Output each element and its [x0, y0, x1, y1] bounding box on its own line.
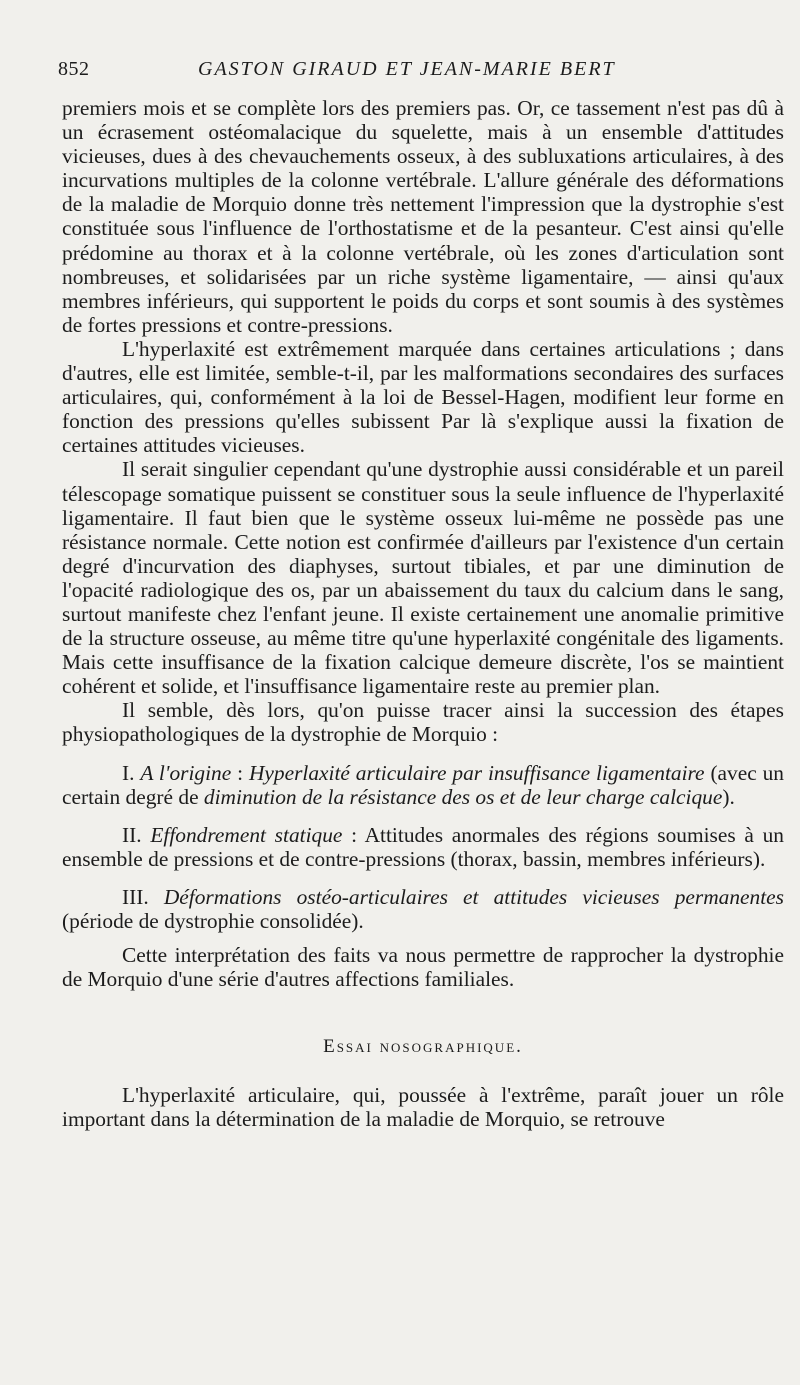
list-text: (période de dystrophie consolidée). — [62, 909, 364, 933]
list-tail: diminution de la résistance des os et de leur charge calcique — [203, 784, 723, 809]
section-heading: Essai nosographique. — [323, 1036, 523, 1058]
page-number: 852 — [58, 58, 90, 80]
list-number: II. — [122, 822, 142, 847]
list-item-2 — [62, 823, 784, 871]
list-item-3 — [62, 885, 784, 933]
paragraph-1: premiers mois et se complète lors des premiers pas. Or, ce tassement n'est pas dû à un écrasement ostéomalacique du squelette, mais à un ensemble d'attitudes vicieuses, dues à des chevauchements osseux, à des subluxations articulaires, à des incurvations multiples de la colonne vertébrale. L'allure générale des déformations de la maladie de Morquio donne très nettement l'impression que la dystrophie s'est constituée sous l'influence de l'orthostatisme et de la pesanteur. C'est ainsi qu'elle prédomine au thorax et à la colonne vertébrale, où les zones d'articulation sont nombreuses, et solidarisées par un riche système ligamentaire, — ainsi qu'aux membres inférieurs, qui supportent le poids du corps et sont soumis à des systèmes de fortes pressions et contre-pressions. — [62, 96, 784, 337]
list-separator: : — [231, 760, 249, 785]
list-item-1 — [62, 761, 784, 809]
page-header — [58, 58, 738, 88]
paragraph-6: L'hyperlaxité articulaire, qui, poussée à l'extrême, paraît jouer un rôle important dans la détermination de la maladie de Morquio, se retrouve — [62, 1083, 784, 1132]
list-lead: A l'origine — [140, 760, 232, 785]
list-number: I. — [122, 760, 135, 785]
list-number: III. — [122, 884, 149, 909]
list-text: (avec un certain degré de — [62, 760, 785, 809]
list-text-end: ). — [722, 784, 735, 809]
paragraph-3: Il serait singulier cependant qu'une dystrophie aussi considérable et un pareil télescopage somatique puissent se constituer sous la seule influence de l'hyperlaxité ligamentaire. Il faut bien que le système osseux lui-même ne possède pas une résistance normale. Cette notion est confirmée d'ailleurs par l'existence d'un certain degré d'incurvation des diaphyses, surtout tibiales, et par une diminution de l'opacité radiologique des os, par un abaissement du taux du calcium dans le sang, surtout manifeste chez l'enfant jeune. Il existe certainement une anomalie primitive de la structure osseuse, au même titre qu'une hyperlaxité congénitale des ligaments. Mais cette insuffisance de la fixation calcique demeure discrète, l'os se maintient cohérent et solide, et l'insuffisance ligamentaire reste au premier plan. — [62, 457, 784, 699]
paragraph-5: Cette interprétation des faits va nous permettre de rapprocher la dystrophie de Morquio d'une série d'autres affections familiales. — [62, 943, 784, 992]
running-head: GASTON GIRAUD ET JEAN-MARIE BERT — [198, 58, 616, 80]
paragraph-2: L'hyperlaxité est extrêmement marquée dans certaines articulations ; dans d'autres, elle est limitée, semble-t-il, par les malformations secondaires des surfaces articulaires, qui, conformément à la loi de Bessel-Hagen, modifient leur forme en fonction des pressions qu'elles subissent Par là s'explique aussi la fixation de certaines attitudes vicieuses. — [62, 336, 784, 458]
list-text: : Attitudes anormales des régions soumises à un ensemble de pressions et de contre-pressions (thorax, bassin, membres inférieurs). — [62, 822, 784, 871]
body-text — [62, 96, 784, 1132]
list-title: Hyperlaxité articulaire par insuffisance ligamentaire — [248, 760, 705, 785]
list-title: Effondrement statique — [150, 822, 343, 847]
list-title: Déformations ostéo-articulaires et attitudes vicieuses permanentes — [163, 884, 784, 909]
paragraph-4: Il semble, dès lors, qu'on puisse tracer ainsi la succession des étapes physiopathologiques de la dystrophie de Morquio : — [62, 698, 784, 747]
